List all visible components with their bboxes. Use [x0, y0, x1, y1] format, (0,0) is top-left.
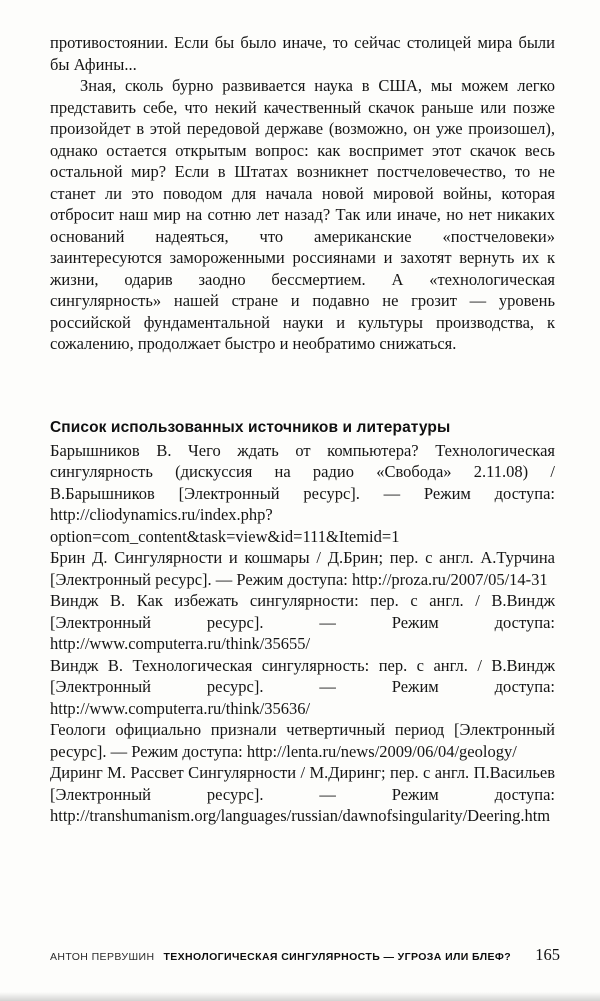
paragraph-continuation: противостоянии. Если бы было иначе, то сейчас столицей мира были бы Афины...: [50, 33, 555, 74]
footer-author: АНТОН ПЕРВУШИН: [50, 951, 155, 963]
paragraph-main: Зная, сколь бурно развивается наука в США, мы можем легко представить себе, что некий качественный скачок раньше или позже произойдет в этой передовой державе (возможно, он уже произошел), однако остается открытым вопрос: как воспримет этот скачок весь остальной мир? Если в Штатах возникнет постчеловечество, то не станет ли это поводом для начала новой мировой войны, которая отбросит наш мир на сотню лет назад? Так или иначе, но нет никаких оснований надеяться, что американские «постчеловеки» заинтересуются замороженными россиянами и захотят вернуть их к жизни, одарив заодно бессмертием. А «технологическая сингулярность» нашей стране и подавно не грозит — уровень российской фундаментальной науки и культуры производства, к сожалению, продолжает быстро и необратимо снижаться.: [50, 76, 555, 353]
page-number: 165: [535, 945, 560, 964]
bibliography-entry: Виндж В. Как избежать сингулярности: пер. с англ. / В.Виндж [Электронный ресурс]. — Режим доступа: http://www.computerra.ru/think/35655/: [50, 591, 555, 653]
bibliography-entry: Барышников В. Чего ждать от компьютера? Технологическая сингулярность (дискуссия на радио «Свобода» 2.11.08) / В.Барышников [Электронный ресурс]. — Режим доступа: http://cliodynamics.ru/index.php?option=com_content&task=view&id=111&Itemid=1: [50, 440, 555, 546]
bibliography-heading: Список использованных источников и литературы: [50, 418, 451, 436]
bibliography-entry: Геологи официально признали четвертичный период [Электронный ресурс]. — Режим доступа: http://lenta.ru/news/2009/06/04/geology/: [50, 720, 555, 761]
footer-book-title: ТЕХНОЛОГИЧЕСКАЯ СИНГУЛЯРНОСТЬ — УГРОЗА ИЛИ БЛЕФ?: [163, 951, 512, 963]
page-footer: [50, 945, 560, 965]
bibliography-entry: Брин Д. Сингулярности и кошмары / Д.Брин; пер. с англ. А.Турчина [Электронный ресурс]. — Режим доступа: http://proza.ru/2007/05/14-31: [50, 548, 555, 589]
running-title: [50, 947, 511, 965]
bibliography-entry: Диринг М. Рассвет Сингулярности / М.Диринг; пер. с англ. П.Васильев [Электронный ресурс]. — Режим доступа: http://transhumanism.org/languages/russian/dawnofsingularity/Deering.htm: [50, 763, 555, 825]
bibliography-entry: Виндж В. Технологическая сингулярность: пер. с англ. / В.Виндж [Электронный ресурс]. — Режим доступа: http://www.computerra.ru/think/35636/: [50, 655, 555, 718]
